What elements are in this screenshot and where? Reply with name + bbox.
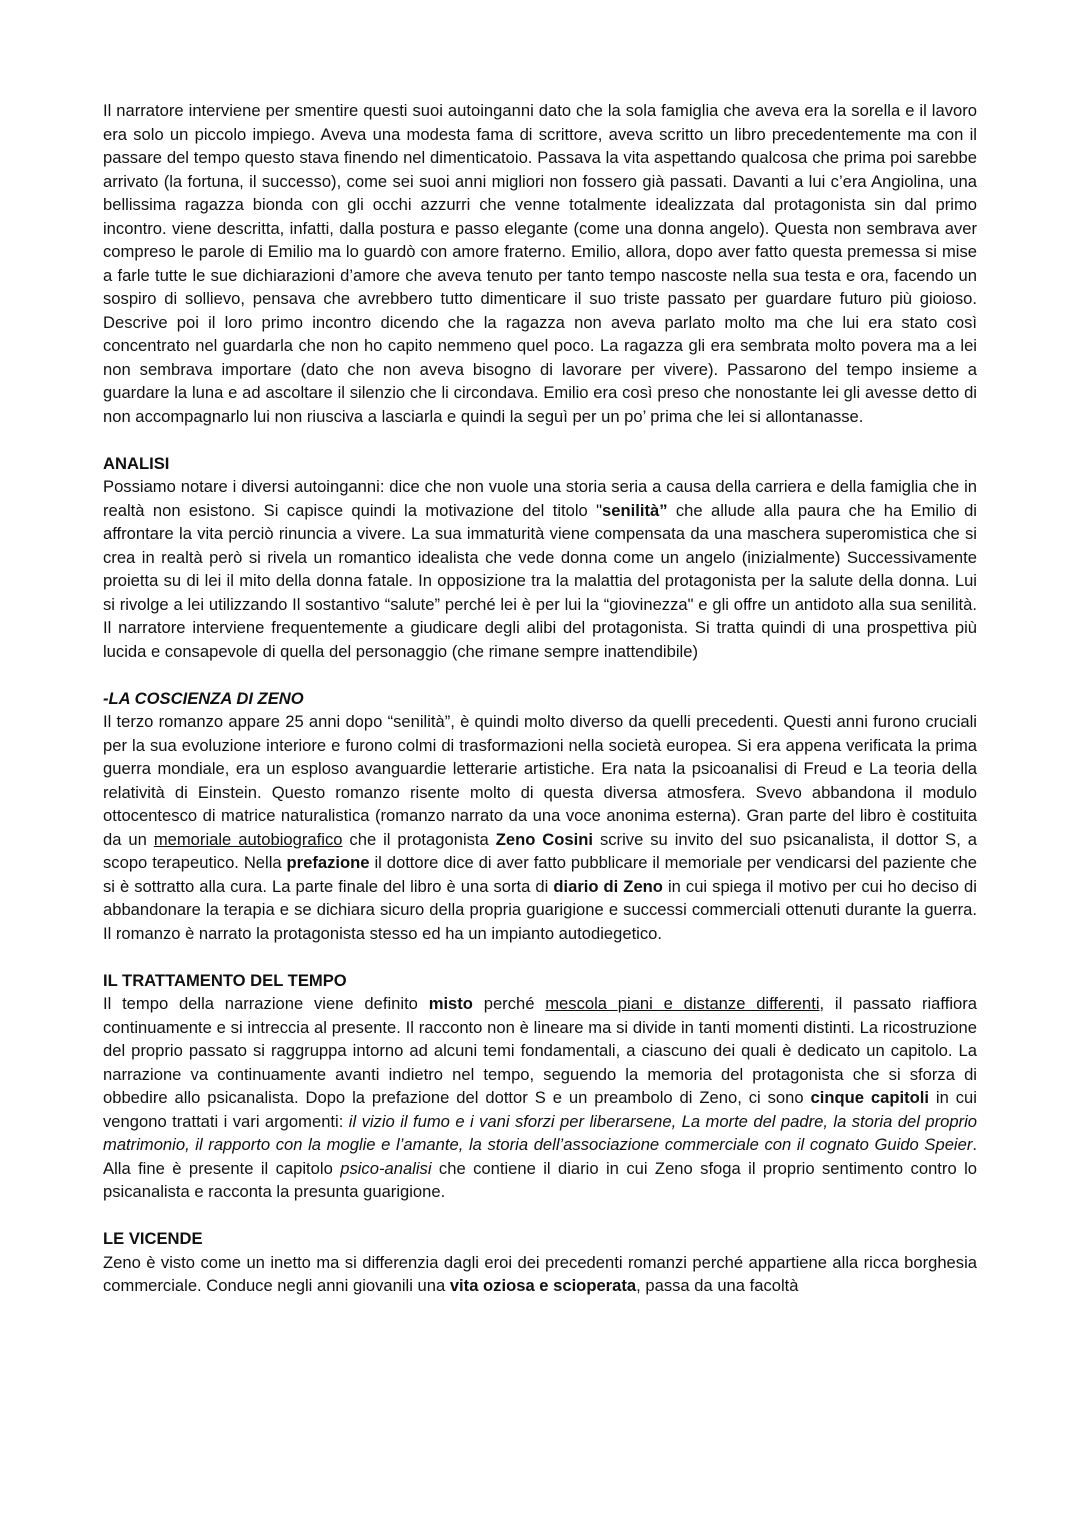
underline-memoriale: memoriale autobiografico	[153, 829, 343, 849]
text-run: Possiamo notare i diversi autoinganni: dice che non vuole una storia seria a causa della carriera e della famiglia che in realtà non esistono. Si capisce quindi la motivazione del titolo "	[103, 477, 977, 520]
text-run: il dottore dice di aver fatto pubblicare il memoriale per vendicarsi del paziente che si è sottratto alla cura. La parte finale del libro è una sorta di	[103, 853, 977, 896]
italic-argomenti: il vizio il fumo e i vani sforzi per liberarsene, La morte del padre, la storia del proprio matrimonio, il rapporto con la moglie e l’amante, la storia dell’associazione commerciale con il cognato Guido Speier	[103, 1111, 977, 1154]
bold-senilita: senilità”	[602, 500, 668, 520]
text-run: Il terzo romanzo appare 25 anni dopo “senilità”, è quindi molto diverso da quelli precedenti. Questi anni furono cruciali per la sua evoluzione interiore e furono colmi di trasformazioni nella società europea. Si era appena verificata la prima guerra mondiale, era un esploso avanguardie letterarie artistiche. Era nata la psicoanalisi di Freud e La teoria della relatività di Einstein. Questo romanzo risente molto di questa diversa atmosfera. Svevo abbandona il modulo ottocentesco di matrice naturalistica (romanzo narrato da una voce anonima esterna). Gran parte del libro è costituita da un	[103, 712, 977, 849]
section-coscienza-di-zeno	[103, 687, 977, 946]
underline-mescola-piani: mescola piani e distanze differenti	[545, 994, 820, 1013]
text-run: , il passato riaffiora continuamente e si intreccia al presente. Il racconto non è lineare ma si divide in tanti momenti distinti. La ricostruzione del proprio passato si raggruppa intorno ad alcuni temi fondamentali, a ciascuno dei quali è dedicato un capitolo. La narrazione va continuamente avanti indietro nel tempo, seguendo la memoria del protagonista che si sforza di obbedire allo psicanalista. Dopo la prefazione del dottor S e un preambolo di Zeno, ci sono	[103, 994, 977, 1107]
text-run: Il tempo della narrazione viene definito	[103, 994, 429, 1013]
text-run: in cui vengono trattati i vari argomenti:	[103, 1088, 977, 1131]
heading-trattamento-tempo: IL TRATTAMENTO DEL TEMPO	[103, 970, 347, 990]
text-run: Zeno è visto come un inetto ma si differenzia dagli eroi dei precedenti romanzi perché appartiene alla ricca borghesia commerciale. Conduce negli anni giovanili una	[103, 1252, 977, 1295]
bold-prefazione: prefazione	[286, 853, 370, 872]
bold-diario-di-zeno: diario di Zeno	[553, 876, 663, 896]
section-trattamento-tempo	[103, 969, 977, 1204]
text-run: che allude alla paura che ha Emilio di affrontare la vita perciò rinuncia a vivere. La sua immaturità viene compensata da una maschera superomistica che si crea in realtà però si rivela un romantico idealista che vede donna come un angelo (inizialmente) Successivamente proietta su di lei il mito della donna fatale. In opposizione tra la malattia del protagonista per la salute della donna. Lui si rivolge a lei utilizzando Il sostantivo “salute” perché lei è per lui la “giovinezza" e gli offre un antidoto alla sua senilità. Il narratore interviene frequentemente a giudicare degli alibi del protagonista. Si tratta quindi di una prospettiva più lucida e consapevole di quella del personaggio (che rimane sempre inattendibile)	[103, 500, 977, 661]
heading-coscienza-di-zeno: -LA COSCIENZA DI ZENO	[103, 688, 304, 708]
paragraph-analisi	[103, 475, 977, 663]
bold-zeno-cosini: Zeno Cosini	[495, 829, 594, 849]
bold-vita-oziosa: vita oziosa e scioperata	[449, 1276, 637, 1295]
paragraph-coscienza	[103, 710, 977, 945]
heading-le-vicende: LE VICENDE	[103, 1229, 203, 1248]
heading-analisi: ANALISI	[103, 453, 170, 473]
paragraph-tempo	[103, 992, 977, 1204]
paragraph-vicende	[103, 1251, 977, 1298]
bold-misto: misto	[428, 994, 473, 1013]
text-run: perché	[472, 994, 546, 1013]
text-run: , passa da una facoltà	[636, 1276, 799, 1295]
bold-cinque-capitoli: cinque capitoli	[810, 1088, 930, 1107]
text-run: scrive su invito del suo psicanalista, il dottor S, a scopo terapeutico. Nella	[103, 829, 977, 872]
document-page	[103, 99, 977, 1298]
text-run: che il protagonista	[342, 829, 496, 849]
section-le-vicende	[103, 1227, 977, 1298]
text-run: in cui spiega il motivo per cui ho deciso di abbandonare la terapia e se dichiara sicuro della propria guarigione e successi commerciali ottenuti durante la guerra. Il romanzo è narrato la protagonista stesso ed ha un impianto autodiegetico.	[103, 876, 977, 943]
section-analisi	[103, 452, 977, 664]
paragraph-narratore: Il narratore interviene per smentire questi suoi autoinganni dato che la sola famiglia che aveva era la sorella e il lavoro era solo un piccolo impiego. Aveva una modesta fama di scrittore, aveva scritto un libro precedentemente ma con il passare del tempo questo stava finendo nel dimenticatoio. Passava la vita aspettando qualcosa che prima poi sarebbe arrivato (la fortuna, il successo), come sei suoi anni migliori non fossero già passati. Davanti a lui c’era Angiolina, una bellissima ragazza bionda con gli occhi azzurri che venne totalmente idealizzata dal protagonista sin dal primo incontro. viene descritta, infatti, dalla postura e passo elegante (come una donna angelo). Questa non sembrava aver compreso le parole di Emilio ma lo guardò con amore fraterno. Emilio, allora, dopo aver fatto questa premessa si mise a farle tutte le sue dichiarazioni d’amore che aveva tenuto per tanto tempo nascoste nella sua testa e ora, facendo un sospiro di sollievo, pensava che avrebbero tutto dimenticare il suo triste passato per guardare futuro più gioioso. Descrive poi il loro primo incontro dicendo che la ragazza non aveva parlato molto ma che lui era stato così concentrato nel guardarla che non ho capito nemmeno quel poco. La ragazza gli era sembrata molto povera ma a lei non sembrava importare (dato che non aveva bisogno di lavorare per vivere). Passarono del tempo insieme a guardare la luna e ad ascoltare il silenzio che li circondava. Emilio era così preso che nonostante lei gli avesse detto di non accompagnarlo lui non riusciva a lasciarla e quindi la seguì per un po’ prima che lei si allontanasse.	[103, 101, 977, 426]
italic-psico-analisi: psico-analisi	[340, 1158, 432, 1178]
text-run: . Alla fine è presente il capitolo	[103, 1135, 977, 1178]
text-run: che contiene il diario in cui Zeno sfoga il proprio sentimento contro lo psicanalista e racconta la presunta guarigione.	[103, 1158, 977, 1201]
